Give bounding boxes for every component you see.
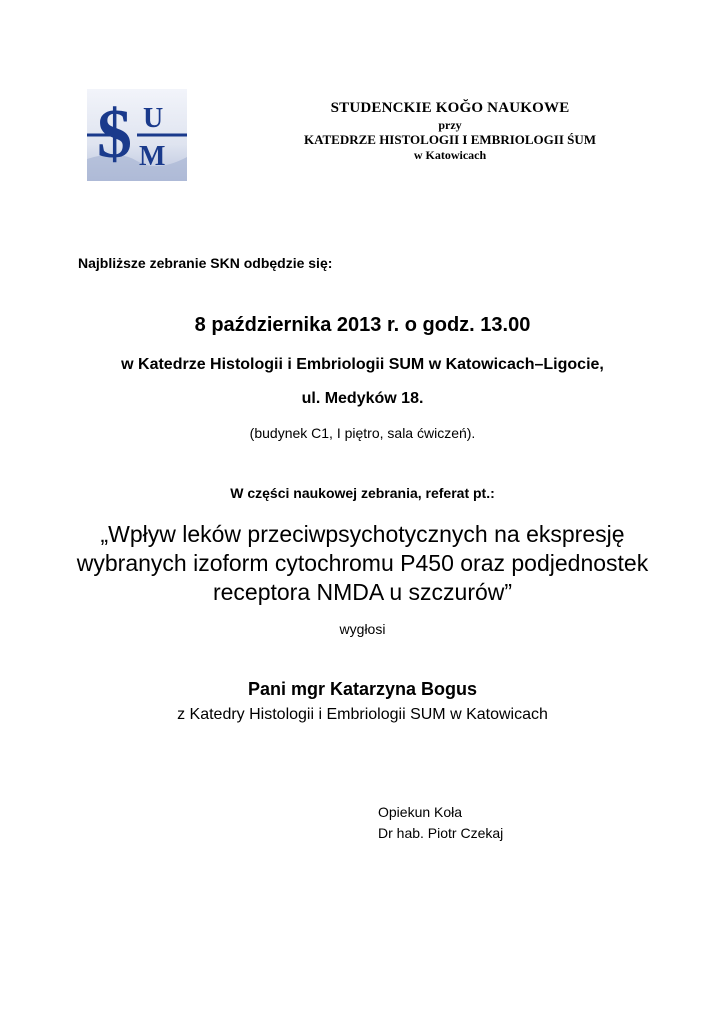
sum-logo — [87, 89, 187, 181]
department-name: KATEDRZE HISTOLOGII I EMBRIOLOGII ŚUM — [303, 132, 597, 147]
lecture-title-line: receptora NMDA u szczurów” — [212, 579, 513, 605]
presenter-affiliation: z Katedry Histologii i Embriologii SUM w Katowicach — [177, 706, 548, 723]
city-name: w Katowicach — [413, 148, 487, 162]
supervisor-role: Opiekun Koła — [378, 804, 463, 820]
supervisor-block — [378, 802, 503, 844]
part-intro: W części naukowej zebrania, referat pt.: — [230, 485, 495, 501]
announcement: Najbliższe zebranie SKN odbędzie się: — [78, 255, 333, 271]
svg-text:U: U — [143, 103, 164, 134]
meeting-place: w Katedrze Histologii i Embriologii SUM w Katowicach–Ligocie, — [121, 356, 604, 373]
lecture-title — [0, 520, 725, 607]
meeting-street: ul. Medyków 18. — [301, 390, 424, 407]
organization-name: STUDENCKIE KOĞO NAUKOWE — [330, 100, 570, 116]
sum-logo-icon — [87, 89, 187, 181]
lecture-title-line: wybranych izoform cytochromu P450 oraz podjednostek — [76, 550, 649, 576]
przy-text: przy — [438, 118, 462, 132]
presenter-intro: wygłosi — [339, 621, 386, 637]
header — [255, 98, 645, 163]
presenter-name: Pani mgr Katarzyna Bogus — [247, 679, 478, 699]
lecture-title-line: „Wpływ leków przeciwpsychotycznych na ekspresję — [100, 521, 625, 547]
supervisor-name: Dr hab. Piotr Czekaj — [378, 825, 504, 841]
meeting-date: 8 października 2013 r. o godz. 13.00 — [194, 314, 531, 336]
svg-text:$: $ — [97, 96, 132, 173]
meeting-building: (budynek C1, I piętro, sala ćwiczeń). — [249, 425, 476, 441]
svg-text:M: M — [139, 141, 166, 172]
